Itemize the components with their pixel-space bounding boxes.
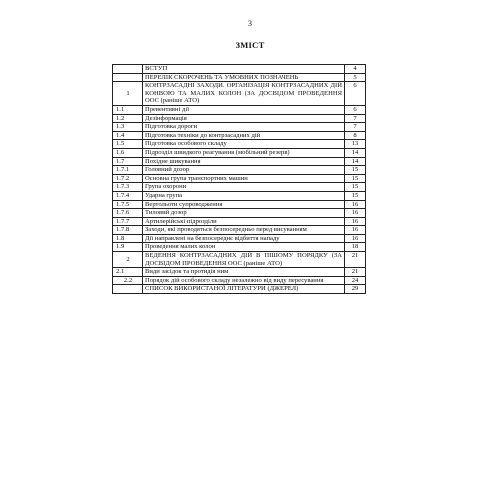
toc-row — [113, 166, 366, 175]
toc-row — [113, 114, 366, 123]
toc-section-title: Превентивні дії — [143, 105, 345, 114]
toc-page-number: 16 — [345, 217, 366, 226]
toc-section-number: 1.7.4 — [113, 191, 143, 200]
toc-row — [113, 157, 366, 166]
toc-section-title: СПИСОК ВИКОРИСТАНОЇ ЛІТЕРАТУРИ (ДЖЕРЕЛ) — [143, 285, 345, 294]
toc-section-title: Група охорони — [143, 183, 345, 192]
toc-page-number: 16 — [345, 226, 366, 235]
toc-section-number: 1.7.2 — [113, 174, 143, 183]
toc-page-number: 24 — [345, 276, 366, 285]
toc-page-number: 8 — [345, 131, 366, 140]
toc-page-number: 7 — [345, 114, 366, 123]
toc-row — [113, 276, 366, 285]
toc-row — [113, 200, 366, 209]
toc-section-number: 1 — [113, 82, 143, 106]
toc-section-title: Артилерійські підрозділи — [143, 217, 345, 226]
toc-row — [113, 234, 366, 243]
toc-row — [113, 209, 366, 218]
toc-page-number: 15 — [345, 183, 366, 192]
toc-section-title: Дезінформація — [143, 114, 345, 123]
toc-page-number: 15 — [345, 166, 366, 175]
toc-section-number: 2 — [113, 252, 143, 268]
toc-page-number: 16 — [345, 200, 366, 209]
toc-section-number — [113, 285, 143, 294]
toc-page-number: 6 — [345, 82, 366, 106]
toc-section-number: 1.7.5 — [113, 200, 143, 209]
toc-row — [113, 252, 366, 268]
toc-section-number: 2.1 — [113, 268, 143, 277]
toc-section-title: Підготовка дороги — [143, 123, 345, 132]
toc-section-number: 1.2 — [113, 114, 143, 123]
toc-page-number: 16 — [345, 209, 366, 218]
toc-section-number: 1.7.8 — [113, 226, 143, 235]
toc-section-title: Основна група транспортних машин — [143, 174, 345, 183]
toc-section-number: 1.3 — [113, 123, 143, 132]
toc-row — [113, 285, 366, 294]
toc-section-number: 1.6 — [113, 148, 143, 157]
toc-section-title: Дії направлені на безпосереднє відбиття нападу — [143, 234, 345, 243]
table-of-contents — [112, 64, 366, 294]
toc-row — [113, 148, 366, 157]
toc-section-title: ВЕДЕННЯ КОНТРЗАСАДНИХ ДІЙ В ПІШОМУ ПОРЯДКУ (ЗА ДОСВІДОМ ПРОВЕДЕННЯ ООС (раніше АТО) — [143, 252, 345, 268]
toc-section-title: Тиловий дозор — [143, 209, 345, 218]
toc-section-title: ПЕРЕЛІК СКОРОЧЕНЬ ТА УМОВНИХ ПОЗНАЧЕНЬ — [143, 73, 345, 82]
toc-section-number: 1.7 — [113, 157, 143, 166]
toc-row — [113, 191, 366, 200]
toc-section-number: 1.9 — [113, 243, 143, 252]
toc-section-title: Підрозділ швидкого реагування (мобільний резерв) — [143, 148, 345, 157]
toc-page-number: 21 — [345, 252, 366, 268]
toc-section-title: Головний дозор — [143, 166, 345, 175]
toc-page-number: 6 — [345, 105, 366, 114]
toc-section-number: 2.2 — [113, 276, 143, 285]
page-number: 3 — [248, 19, 252, 28]
toc-row — [113, 174, 366, 183]
toc-row — [113, 123, 366, 132]
toc-row — [113, 243, 366, 252]
toc-section-title: Заходи, які проводяться безпосередньо перед висуванням — [143, 226, 345, 235]
toc-row — [113, 140, 366, 149]
toc-section-number — [113, 65, 143, 74]
toc-section-title: Вертольоти супроводження — [143, 200, 345, 209]
page-title: ЗМІСТ — [235, 40, 265, 50]
toc-page-number: 18 — [345, 243, 366, 252]
toc-page-number: 7 — [345, 123, 366, 132]
toc-row — [113, 82, 366, 106]
toc-section-title: ВСТУП — [143, 65, 345, 74]
toc-page-number: 5 — [345, 73, 366, 82]
toc-row — [113, 73, 366, 82]
toc-section-title: КОНТРЗАСАДНІ ЗАХОДИ. ОРГАНІЗАЦІЯ КОНТРЗАСАДНИХ ДІЙ КОНВОЮ ТА МАЛИХ КОЛОН (ЗА ДОСВІДОМ ПРОВЕДЕННЯ ООС (раніше АТО) — [143, 82, 345, 106]
toc-page-number: 29 — [345, 285, 366, 294]
toc-page-number: 14 — [345, 148, 366, 157]
toc-section-title: Підготовка особового складу — [143, 140, 345, 149]
toc-row — [113, 268, 366, 277]
toc-section-number: 1.8 — [113, 234, 143, 243]
toc-page-number: 13 — [345, 140, 366, 149]
toc-row — [113, 105, 366, 114]
toc-page-number: 4 — [345, 65, 366, 74]
toc-section-title: Проведення малих колон — [143, 243, 345, 252]
toc-section-number: 1.7.7 — [113, 217, 143, 226]
toc-page-number: 15 — [345, 191, 366, 200]
toc-section-number: 1.7.3 — [113, 183, 143, 192]
toc-section-title: Ударна група — [143, 191, 345, 200]
toc-section-number: 1.7.6 — [113, 209, 143, 218]
toc-section-number: 1.7.1 — [113, 166, 143, 175]
toc-row — [113, 65, 366, 74]
toc-page-number: 15 — [345, 174, 366, 183]
toc-page-number: 14 — [345, 157, 366, 166]
toc-row — [113, 183, 366, 192]
toc-section-number: 1.1 — [113, 105, 143, 114]
toc-section-title: Похідне шикування — [143, 157, 345, 166]
toc-section-title: Підготовка техніки до контрзасадних дій — [143, 131, 345, 140]
toc-row — [113, 226, 366, 235]
toc-row — [113, 217, 366, 226]
toc-section-title: Види засідок та протидія ним — [143, 268, 345, 277]
toc-section-number — [113, 73, 143, 82]
toc-section-number: 1.4 — [113, 131, 143, 140]
toc-section-title: Порядок дій особового складу незалежно від виду пересування — [143, 276, 345, 285]
toc-page-number: 21 — [345, 268, 366, 277]
toc-page-number: 16 — [345, 234, 366, 243]
toc-row — [113, 131, 366, 140]
toc-section-number: 1.5 — [113, 140, 143, 149]
